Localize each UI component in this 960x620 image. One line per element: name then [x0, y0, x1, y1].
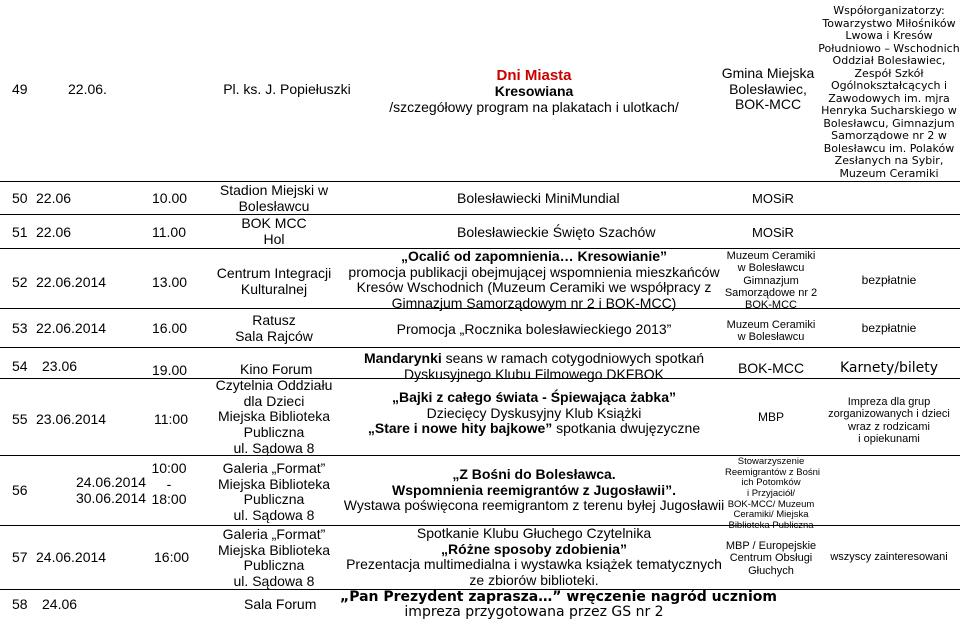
row-date: 24.06.2014 30.06.2014: [75, 474, 147, 506]
price: bezpłatnie: [861, 321, 917, 335]
organizer: Gmina Miejska Bolesławiec, BOK-MCC: [721, 65, 815, 113]
event-description: Spotkanie Klubu Głuchego Czytelnika „Różne sposoby zdobienia” Prezentacja multimedialna i wystawka książek tematycznych ze zbiorów biblioteki.: [346, 525, 722, 589]
row-date: 23.06: [42, 358, 78, 374]
row-place: Sala Forum: [244, 596, 317, 612]
row-time: 19.00: [152, 362, 188, 378]
event-title: Promocja „Rocznika bolesławieckiego 2013”: [396, 321, 672, 337]
row-date: 22.06: [36, 224, 72, 240]
row-date: 22.06: [36, 190, 72, 206]
row-place: Kino Forum: [240, 361, 313, 377]
organizer: BOK-MCC: [737, 360, 805, 376]
row-time: 16.00: [152, 320, 188, 336]
event-description: „Ocalić od zapomnienia… Kresowianie” promocja publikacji obejmującej wspomnienia mieszkańców Kresów Wschodnich (Muzeum Ceramiki we współpracy z Gimnazjum Samorządowym nr 2 i BOK-MCC): [348, 248, 720, 312]
row-number: 57: [12, 549, 28, 565]
row-time: 10.00: [152, 190, 188, 206]
row-time: 16:00: [154, 549, 190, 565]
event-description: Mandarynki seans w ramach cotygodniowych spotkań Dyskusyjnego Klubu Filmowego DKFBOK: [363, 350, 705, 382]
row-divider: [0, 347, 960, 348]
row-number: 54: [12, 358, 28, 374]
row-place: Czytelnia Oddziału dla Dzieci Miejska Biblioteka Publiczna ul. Sądowa 8: [215, 377, 333, 456]
row-number: 49: [12, 81, 28, 97]
price: wszyscy zainteresowani: [830, 551, 948, 563]
row-date: 23.06.2014: [36, 411, 107, 427]
price: bezpłatnie: [861, 273, 917, 287]
row-date: 24.06: [42, 596, 78, 612]
price: Impreza dla grup zorganizowanych i dzieci wraz z rodzicami i opiekunami: [828, 396, 950, 445]
event-title: Bolesławieckie Święto Szachów: [457, 224, 656, 240]
organizer: MOSiR: [752, 225, 794, 240]
row-time: 11.00: [152, 224, 186, 240]
co-organizers: Współorganizatorzy: Towarzystwo Miłośników Lwowa i Kresów Południowo – Wschodnich Oddział Bolesławiec, Zespół Szkół Ogólnokształcących i Zawodowych im. mjra Henryka Sucharskiego w Bolesławcu, Gimnazjum Samorządowe nr 2 w Bolesławcu im. Polaków Zesłanych na Sybir, Muzeum Ceramiki: [818, 4, 960, 180]
row-number: 55: [12, 411, 28, 427]
row-number: 52: [12, 274, 28, 290]
event-description: „Bajki z całego świata - Śpiewająca żabka” Dziecięcy Dyskusyjny Klub Książki „Stare i nowe hity bajkowe” spotkania dwujęzyczne: [367, 389, 701, 437]
row-divider: [0, 181, 960, 182]
row-date: 24.06.2014: [36, 549, 107, 565]
organizer: Stowarzyszenie Reemigrantów z Bośni ich Potomków i Przyjaciół/ BOK-MCC/ Muzeum Ceramiki/ Miejska Biblioteka Publiczna: [725, 456, 821, 531]
row-number: 50: [12, 190, 28, 206]
row-date: 22.06.: [68, 81, 107, 97]
row-divider: [0, 455, 960, 456]
row-place: BOK MCC Hol: [241, 215, 307, 247]
organizer: MBP: [757, 410, 785, 424]
row-place: Galeria „Format” Miejska Biblioteka Publiczna ul. Sądowa 8: [217, 526, 331, 590]
row-place: Stadion Miejski w Bolesławcu: [219, 182, 329, 214]
row-number: 56: [12, 482, 28, 498]
price: Karnety/bilety: [839, 360, 939, 376]
row-time: 10:00 - 18:00: [151, 460, 187, 508]
row-place: Centrum Integracji Kulturalnej: [216, 265, 332, 297]
event-description: „Pan Prezydent zaprasza…” wręczenie nagród uczniom impreza przygotowana przez GS nr 2: [340, 589, 777, 620]
event-title: Bolesławiecki MiniMundial: [457, 190, 620, 206]
row-time: 13.00: [152, 274, 188, 290]
event-title: Dni Miasta: [496, 67, 572, 84]
row-time: 11:00: [154, 411, 188, 427]
event-description: /szczegółowy program na plakatach i ulotkach/: [389, 99, 679, 115]
organizer: Muzeum Ceramiki w Bolesławcu Gimnazjum Samorządowe nr 2 BOK-MCC: [724, 250, 818, 312]
row-date: 22.06.2014: [36, 320, 107, 336]
row-place: Pl. ks. J. Popiełuszki: [223, 81, 351, 97]
row-number: 53: [12, 320, 28, 336]
row-place: Galeria „Format” Miejska Biblioteka Publiczna ul. Sądowa 8: [217, 460, 331, 524]
organizer: Muzeum Ceramiki w Bolesławcu: [726, 319, 816, 344]
organizer: MOSiR: [752, 191, 794, 206]
event-subtitle: Kresowiana: [494, 83, 574, 99]
row-number: 51: [12, 224, 28, 240]
row-date: 22.06.2014: [36, 274, 107, 290]
row-number: 58: [12, 596, 28, 612]
row-divider: [0, 214, 960, 215]
organizer: MBP / Europejskie Centrum Obsługi Głuchych: [725, 540, 817, 577]
row-place: Ratusz Sala Rajców: [235, 312, 313, 344]
event-description: „Z Bośni do Bolesławca. Wspomnienia reemigrantów z Jugosławii”. Wystawa poświęcona reemigrantom z terenu byłej Jugosławii: [343, 466, 725, 514]
